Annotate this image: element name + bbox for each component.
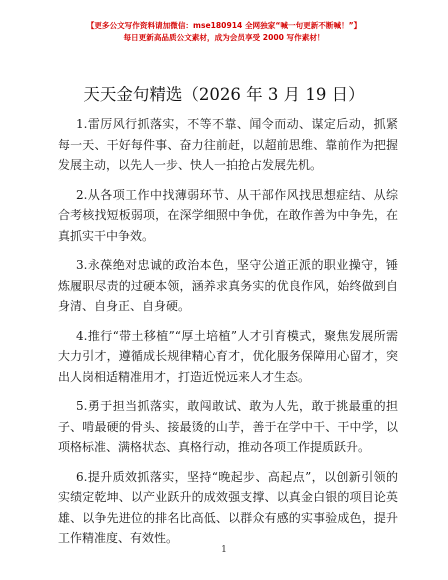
promo-banner-line-2: 每日更新高品质公文素材，成为会员享受 2000 写作素材！ <box>123 33 325 42</box>
paragraph-6: 6.提升质效抓落实，坚持“晚起步、高起点”，以创新引领的实绩定乾坤、以产业跃升的成效强支撑、以真金白银的项目论英雄、以争先进位的排名比高低、以群众有感的实事验成色，提升工作精准度、有效性。 <box>58 469 398 545</box>
paragraph-1: 1.雷厉风行抓落实，不等不靠、闻令而动、谋定后动，抓紧每一天、干好每件事、奋力往前赶，以超前思维、靠前作为把握发展主动，以先人一步、快人一拍抢占发展先机。 <box>58 117 398 172</box>
paragraph-3: 3.永葆绝对忠诚的政治本色，坚守公道正派的职业操守，锤炼履职尽责的过硬本领，涵养求真务实的优良作风，始终做到自身清、自身正、自身硬。 <box>58 258 398 313</box>
promo-banner-line-1: 【更多公文写作资料请加微信：mse180914 全网独家“喊一句更新不断喊！”】 <box>86 21 362 30</box>
page-number: 1 <box>221 545 227 555</box>
document-title: 天天金句精选（2026 年 3 月 19 日） <box>83 85 365 104</box>
document-body <box>58 114 398 558</box>
paragraph-4: 4.推行“带土移植”“厚土培植”人才引育模式，聚焦发展所需大力引才，遵循成长规律精心育才，优化服务保障用心留才，突出人岗相适精准用才，打造近悦远来人才生态。 <box>58 328 398 384</box>
paragraph-2: 2.从各项工作中找薄弱环节、从干部作风找思想症结、从综合考核找短板弱项，在深学细照中争优，在敢作善为中争先，在真抓实干中争效。 <box>58 187 398 243</box>
paragraph-5: 5.勇于担当抓落实，敢闯敢试、敢为人先，敢于挑最重的担子、啃最硬的骨头、接最烫的山芋，善于在学中干、干中学，以项格标准、满格状态、真格行动，推动各项工作提质跃升。 <box>58 399 398 454</box>
promo-banner <box>0 0 448 48</box>
